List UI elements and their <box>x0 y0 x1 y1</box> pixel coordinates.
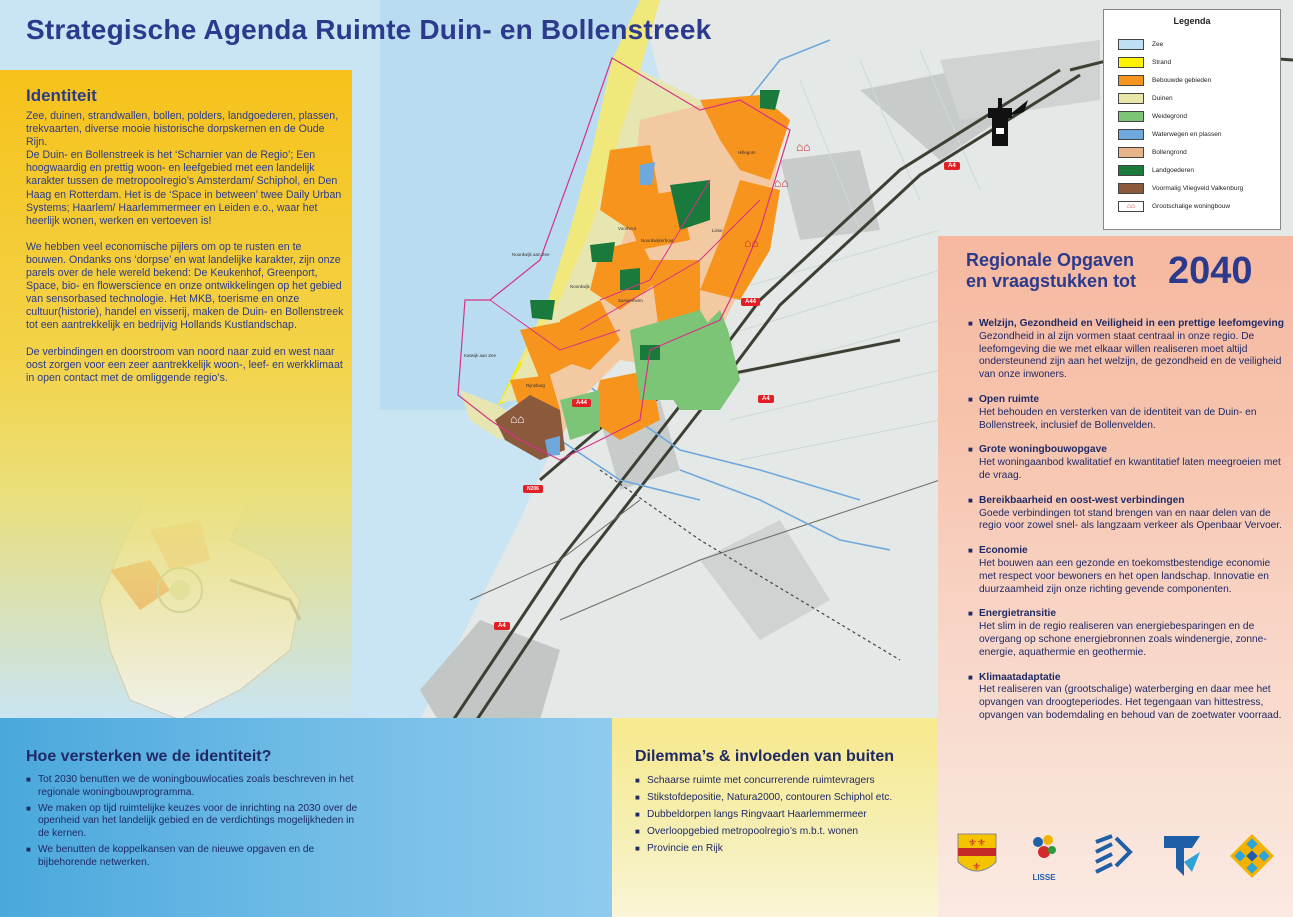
place-label: Sassenheim <box>618 298 643 303</box>
place-label: Voorhout <box>618 226 637 231</box>
municipality-crest-logo <box>956 832 998 885</box>
identity-paragraph: Zee, duinen, strandwallen, bollen, polders, landgoederen, plassen, trekvaarten, diverse mooie historische dorpskernen en de Oude Rijn. De Duin- en Bollenstreek is het ‘Scharnier van de Regio’; Een hoogwaardig en prettig woon- en leefgebied met een landelijk karakter tussen de metropoolregio’s Amsterdam/ Schiphol, en Den Haag en Rotterdam. Het is de ‘Space in between’ twee Daily Urban Systems; Haarlem/ Haarlemmermeer en Leiden e.o., waar het heerlijk wonen, werken en vertoeven is! <box>26 110 342 227</box>
dilemma-heading: Dilemma’s & invloeden van buiten <box>635 748 895 765</box>
regional-item: ■ Economie Het bouwen aan een gezonde en toekomstbestendige economie met respect voor bewoners en het open landschap. Innovatie en duurzaamheid zijn onze richting gevende componenten. <box>968 545 1286 596</box>
identity-paragraph: De verbindingen en doorstroom van noord naar zuid en west naar oost zorgen voor een zeer aantrekkelijk woon-, leef- en werkklimaat in open contact met de omliggende regio’s. <box>26 345 343 384</box>
regional-heading: Regionale Opgaven en vraagstukken tot <box>966 250 1137 291</box>
list-item: ■ Dubbeldorpen langs Ringvaart Haarlemmermeer <box>635 806 892 823</box>
regional-item: ■ Bereikbaarheid en oost-west verbindingen Goede verbindingen tot stand brengen van en naar delen van de regio voor zowel snel- als langzaam verkeer als Openbaar Vervoer. <box>968 495 1286 533</box>
place-label: Noordwijkerhout <box>641 238 674 243</box>
list-item: ■ Provincie en Rijk <box>635 840 892 857</box>
place-label: Rijnsburg <box>526 383 546 388</box>
road-label-n206: N206 <box>523 485 543 493</box>
legend-title: Legenda <box>1173 16 1211 26</box>
road-label-a4-top: A4 <box>944 162 960 170</box>
legend-item: Strand <box>1118 56 1171 68</box>
regional-item: ■ Grote woningbouwopgave Het woningaanbod kwalitatief en kwantitatief laten meegroeien met de vraag. <box>968 444 1286 482</box>
road-label-a44-2: A44 <box>572 399 591 407</box>
legend-item: ⌂⌂ Grootschalige woningbouw <box>1118 200 1230 212</box>
road-label-a4-bottom: A4 <box>494 622 510 630</box>
identity-panel <box>0 70 352 720</box>
strengthen-panel <box>0 718 612 917</box>
svg-text:⚜: ⚜ <box>972 862 981 873</box>
list-item: ■ We maken op tijd ruimtelijke keuzes voor de inrichting na 2030 over de openheid van het landelijk gebied en de verdichtings mogelijkheden in de kernen. <box>26 803 366 841</box>
municipality-wave-logo <box>1092 832 1134 883</box>
legend-item: Bebouwde gebieden <box>1118 74 1211 86</box>
place-label: Hillegom <box>738 150 756 155</box>
legend-item: Weidegrond <box>1118 110 1187 122</box>
regional-panel <box>938 236 1293 917</box>
legend-item: Bollengrond <box>1118 146 1187 158</box>
housing-icon: ⌂⌂ <box>774 176 789 190</box>
place-label: Lisse <box>712 228 723 233</box>
list-item: ■ Overloopgebied metropoolregio’s m.b.t. wonen <box>635 823 892 840</box>
regional-item: ■ Open ruimte Het behouden en versterken van de identiteit van de Duin- en Bollenstreek, inclusief de Bollenvelden. <box>968 394 1286 432</box>
identity-paragraph: We hebben veel economische pijlers om op te rusten en te bouwen. Ondanks ons ‘dorpse’ en wat landelijke karakter, zijn onze parels over de hele wereld bekend: De Keukenhof, Greenport, Space, bio- en flowerscience en onze ontwikkelingen op het gebied van sensorbased technologie. Het MKB, toerisme en onze cultuur(historie), handel en visserij, maken de Duin- en Bollenstreek tot een aantrekkelijk en bedrijvig Hollands Kustlandschap. <box>26 240 344 332</box>
legend-item: Zee <box>1118 38 1163 50</box>
list-item: ■ Stikstofdepositie, Natura2000, contouren Schiphol etc. <box>635 789 892 806</box>
housing-icon: ⌂⌂ <box>510 412 525 426</box>
road-label-a44: A44 <box>741 298 760 306</box>
regional-year: 2040 <box>1168 250 1253 292</box>
lisse-logo-text: LISSE <box>1032 873 1056 882</box>
legend-item: Voormalig Vliegveld Valkenburg <box>1118 182 1243 194</box>
regional-item: ■ Welzijn, Gezondheid en Veiligheid in een prettige leefomgeving Gezondheid in al zijn vormen staat centraal in onze regio. De leefomgeving die we met elkaar willen realiseren moet altijd ondersteunend zijn aan het welzijn, de gezondheid en de veiligheid van onze inwoners. <box>968 318 1286 382</box>
legend-item: Waterwegen en plassen <box>1118 128 1222 140</box>
list-item: ■ Schaarse ruimte met concurrerende ruimtevragers <box>635 772 892 789</box>
housing-icon: ⌂⌂ <box>744 236 759 250</box>
place-label: Noordwijk <box>570 284 590 289</box>
regional-item: ■ Klimaatadaptatie Het realiseren van (grootschalige) waterberging en daar mee het opvangen van droogteperiodes. Het tegengaan van hittestress, opvangen van bodemdaling en behoud van de zoetwater voorraad. <box>968 672 1286 723</box>
page-title: Strategische Agenda Ruimte Duin- en Bollenstreek <box>26 14 712 45</box>
housing-icon: ⌂⌂ <box>796 140 811 154</box>
place-label: Katwijk aan Zee <box>464 353 497 358</box>
lisse-logo <box>1026 832 1062 882</box>
legend-item: Landgoederen <box>1118 164 1194 176</box>
map-legend <box>1103 9 1281 230</box>
legend-item: Duinen <box>1118 92 1173 104</box>
municipality-diamond-logo <box>1228 832 1276 885</box>
road-label-a4-mid: A4 <box>758 395 774 403</box>
identity-heading: Identiteit <box>26 86 97 105</box>
regional-item: ■ Energietransitie Het slim in de regio realiseren van energiebesparingen en de overgang op schone energiebronnen zoals windenergie, zonne-energie, aquathermie en geothermie. <box>968 608 1286 659</box>
dilemma-panel <box>612 718 942 917</box>
list-item: ■ Tot 2030 benutten we de woningbouwlocaties zoals beschreven in het regionale woningbouwprogramma. <box>26 774 366 800</box>
strengthen-heading: Hoe versterken we de identiteit? <box>26 748 272 765</box>
svg-text:⚜⚜: ⚜⚜ <box>968 838 986 849</box>
place-label: Noordwijk aan Zee <box>512 252 550 257</box>
airport-icon <box>984 96 1030 153</box>
municipality-t-logo <box>1162 832 1202 883</box>
list-item: ■ We benutten de koppelkansen van de nieuwe opgaven en de bijbehorende netwerken. <box>26 844 366 870</box>
